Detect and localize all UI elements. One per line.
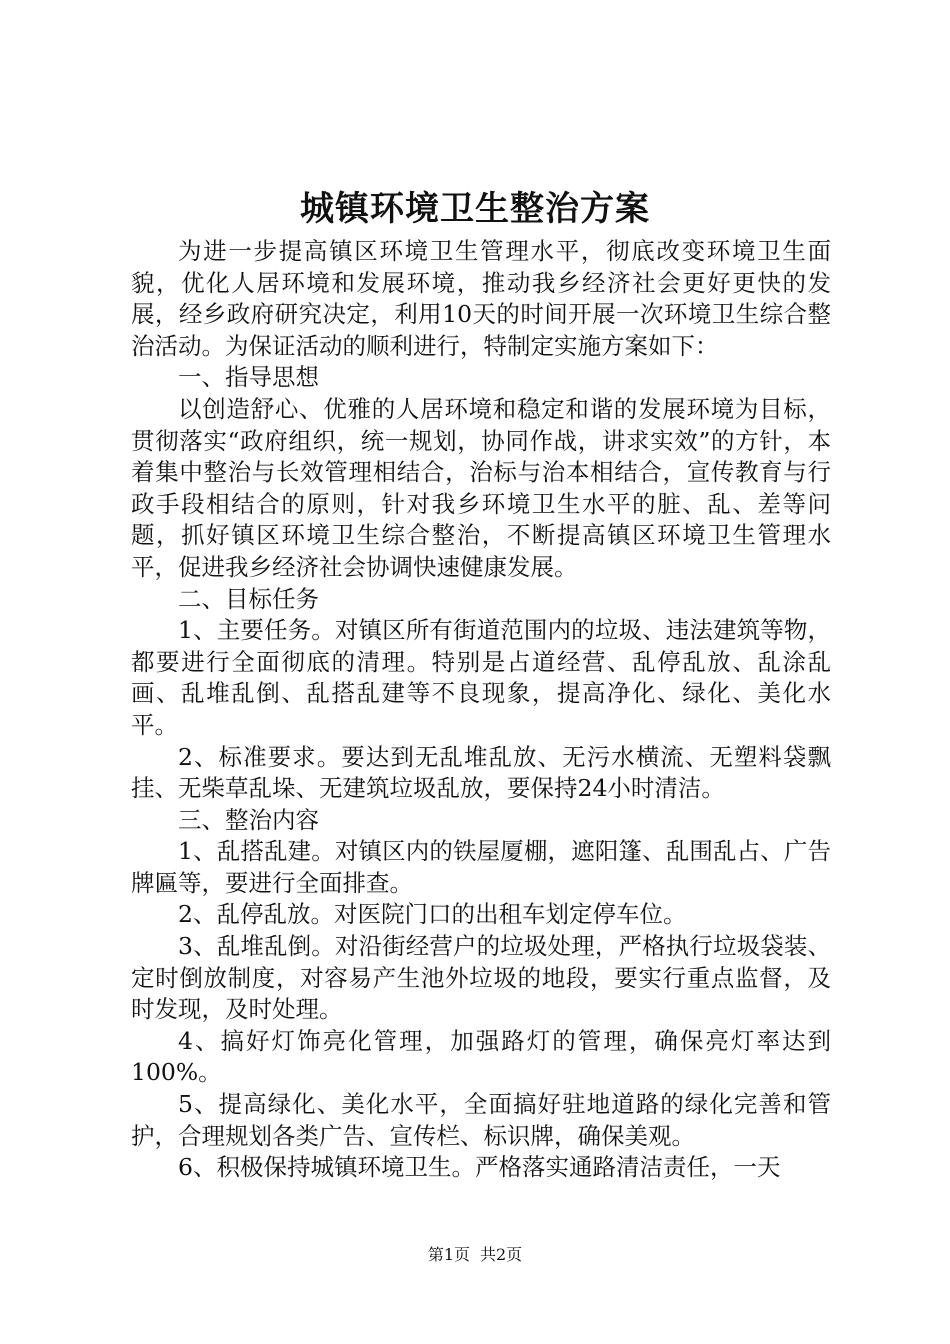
document-title: 城镇环境卫生整治方案	[300, 189, 650, 229]
section-heading-guiding-idea: 一、指导思想	[178, 363, 319, 392]
content-item-parking: 2、乱停乱放。对医院门口的出租车划定停车位。	[178, 900, 687, 929]
guiding-idea-paragraph: 以创造舒心、优雅的人居环境和稳定和谐的发展环境为目标，贯彻落实“政府组织，统一规划，协同作战，讲求实效”的方针，本着集中整治与长效管理相结合，治标与治本相结合，宣传教育与行政手段相结合的原则，针对我乡环境卫生水平的脏、乱、差等问题，抓好镇区环境卫生综合整治，不断提高镇区环境卫生管理水平，促进我乡经济社会协调快速健康发展。	[131, 394, 831, 581]
content-item-sanitation: 6、积极保持城镇环境卫生。严格落实通路清洁责任，一天	[178, 1153, 781, 1182]
content-item-greening: 5、提高绿化、美化水平，全面搞好驻地道路的绿化完善和管护，合理规划各类广告、宣传栏、标识牌，确保美观。	[131, 1090, 831, 1150]
page-footer	[0, 1245, 950, 1265]
document-body	[131, 236, 831, 1184]
content-item-illegal-construction: 1、乱搭乱建。对镇区内的铁屋厦棚，遮阳篷、乱围乱占、广告牌匾等，要进行全面排查。	[131, 837, 831, 897]
page-total: 共2页	[480, 1245, 523, 1264]
intro-paragraph: 为进一步提高镇区环境卫生管理水平，彻底改变环境卫生面貌，优化人居环境和发展环境，推动我乡经济社会更好更快的发展，经乡政府研究决定，利用10天的时间开展一次环境卫生综合整治活动。为保证活动的顺利进行，特制定实施方案如下：	[131, 237, 831, 360]
section-heading-content: 三、整治内容	[178, 805, 319, 834]
content-item-lighting: 4、搞好灯饰亮化管理，加强路灯的管理，确保亮灯率达到100%。	[131, 1026, 831, 1087]
page-number: 第1页	[427, 1245, 470, 1264]
goals-item-main-task: 1、主要任务。对镇区所有街道范围内的垃圾、违法建筑等物，都要进行全面彻底的清理。特别是占道经营、乱停乱放、乱涂乱画、乱堆乱倒、乱搭乱建等不良现象，提高净化、绿化、美化水平。	[131, 616, 831, 739]
goals-item-standards: 2、标准要求。要达到无乱堆乱放、无污水横流、无塑料袋飘挂、无柴草乱垛、无建筑垃圾乱放，要保持24小时清洁。	[131, 742, 831, 803]
section-heading-goals: 二、目标任务	[178, 584, 319, 613]
content-item-garbage: 3、乱堆乱倒。对沿街经营户的垃圾处理，严格执行垃圾袋装、定时倒放制度，对容易产生池外垃圾的地段，要实行重点监督，及时发现，及时处理。	[131, 932, 831, 1024]
